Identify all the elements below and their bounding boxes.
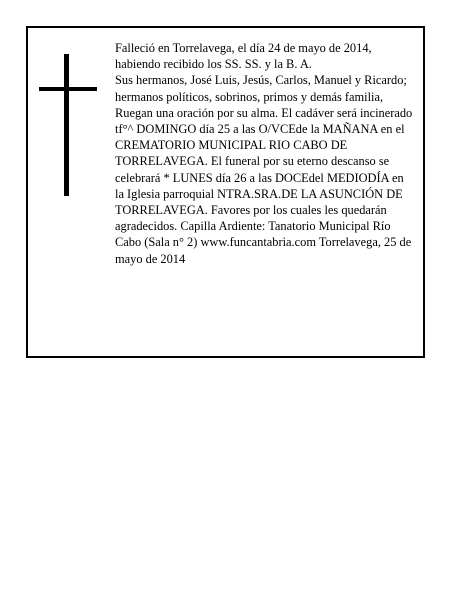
cross-horizontal-bar (39, 87, 97, 91)
cross-vertical-bar (64, 54, 69, 196)
latin-cross-icon (39, 54, 97, 196)
obituary-notice (26, 26, 425, 358)
notice-paragraph-service: Ruegan una oración por su alma. El cadáver será incinerado tf°^ DOMINGO día 25 a las O/VCEde la MAÑANA en el CREMATORIO MUNICIPAL RIO CABO DE TORRELAVEGA. El funeral por su eterno descanso se celebrará * LUNES día 26 a las DOCEdel MEDIODÍA en la Iglesia parroquial NTRA.SRA.DE LA ASUNCIÓN DE TORRELAVEGA. Favores por los cuales les quedarán agradecidos. Capilla Ardiente: Tanatorio Municipal Río Cabo (Sala n° 2) www.funcantabria.com Torrelavega, 25 de mayo de 2014 (115, 105, 413, 266)
notice-paragraph-family: Sus hermanos, José Luis, Jesús, Carlos, Manuel y Ricardo; hermanos políticos, sobrinos, primos y demás familia, (115, 73, 407, 104)
notice-paragraph-death: Falleció en Torrelavega, el día 24 de mayo de 2014, habiendo recibido los SS. SS. y la B. A. (115, 41, 372, 72)
notice-body (115, 40, 415, 267)
